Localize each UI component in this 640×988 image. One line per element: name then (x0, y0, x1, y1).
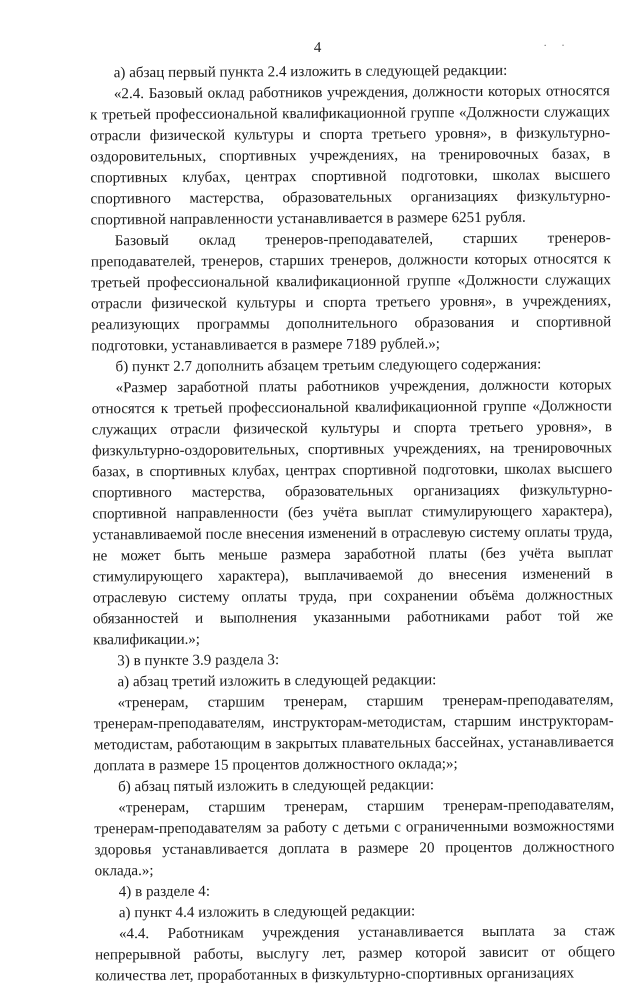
paragraph-section-4-intro: 4) в разделе 4: (118, 883, 211, 901)
paragraph-3-9-b-text: «тренерам, старшим тренерам, старшим тренерам-преподавателям, тренерам-преподавателям за работу с детьми с ограниченными возможностями здоровья устанавливается доплата в размере 20 процентов должностного оклада.»; (94, 797, 615, 880)
paragraph-4-4-intro: а) пункт 4.4 изложить в следующей редакции: (118, 903, 416, 922)
paragraph-3-9-b-intro: б) абзац пятый изложить в следующей редакции: (118, 777, 435, 796)
page-number: 4 (313, 39, 322, 57)
paragraph-amendment-2-4-intro: а) абзац первый пункта 2.4 изложить в следующей редакции: (113, 62, 508, 82)
paragraph-2-4-base-salary: «2.4. Базовый оклад работников учреждения, должности которых относятся к третьей профессиональной квалификационной группе «Должности служащих отрасли физической культуры и спорта третьего уровня», в физкультурно-оздоровительных, спортивных учреждениях, на тренировочных базах, в спортивных клубах, центрах спортивной подготовки, школах высшего спортивного мастерства, образовательных организациях физкультурно-спортивной направленности устанавливается в размере 6251 рубля. (89, 83, 611, 229)
paragraph-3-9-a-text: «тренерам, старшим тренерам, старшим тренерам-преподавателям, тренерам-преподавателям, инструкторам-методистам, старшим инструкторам-методистам, работающим в закрытых плавательных бассейнах, устанавливается доплата в размере 15 процентов должностного оклада;»; (93, 692, 614, 775)
paragraph-3-9-intro: 3) в пункте 3.9 раздела 3: (117, 652, 280, 670)
paragraph-amendment-2-7-intro: б) пункт 2.7 дополнить абзацем третьим следующего содержания: (115, 356, 542, 376)
paragraph-2-7-salary-size: «Размер заработной платы работников учреждения, должности которых относятся к третьей профессиональной квалификационной группе «Должности служащих отрасли физической культуры и спорта третьего уровня», в физкультурно-оздоровительных, спортивных учреждениях, на тренировочных базах, в спортивных клубах, центрах спортивной подготовки, школах высшего спортивного мастерства, образовательных организациях физкультурно-спортивной направленности (без учёта выплат стимулирующего характера), устанавливаемой после внесения изменений в отраслевую систему оплаты труда, не может быть меньше размера заработной платы (без учёта выплат стимулирующего характера), выплачиваемой до внесения изменений в отраслевую систему оплаты труда, при сохранении объёма должностных обязанностей и выполнения указанными работниками работ той же квалификации.»; (91, 377, 614, 649)
document-body (90, 60, 616, 987)
paragraph-3-9-a-intro: а) абзац третий изложить в следующей редакции: (117, 672, 437, 691)
scan-specks: · · (543, 40, 571, 52)
paragraph-coach-base-salary: Базовый оклад тренеров-преподавателей, старших тренеров-преподавателей, тренеров, старших тренеров, должности которых относятся к третьей профессиональной квалификационной группе «Должности служащих отрасли физической культуры и спорта третьего уровня», в учреждениях, реализующих программы дополнительного образования и спортивной подготовки, устанавливается в размере 7189 рублей.»; (90, 230, 612, 355)
paragraph-4-4-text: «4.4. Работникам учреждения устанавливается выплата за стаж непрерывной работы, выслугу лет, размер которой зависит от общего количества лет, проработанных в физкультурно-спортивных организациях (95, 923, 616, 985)
